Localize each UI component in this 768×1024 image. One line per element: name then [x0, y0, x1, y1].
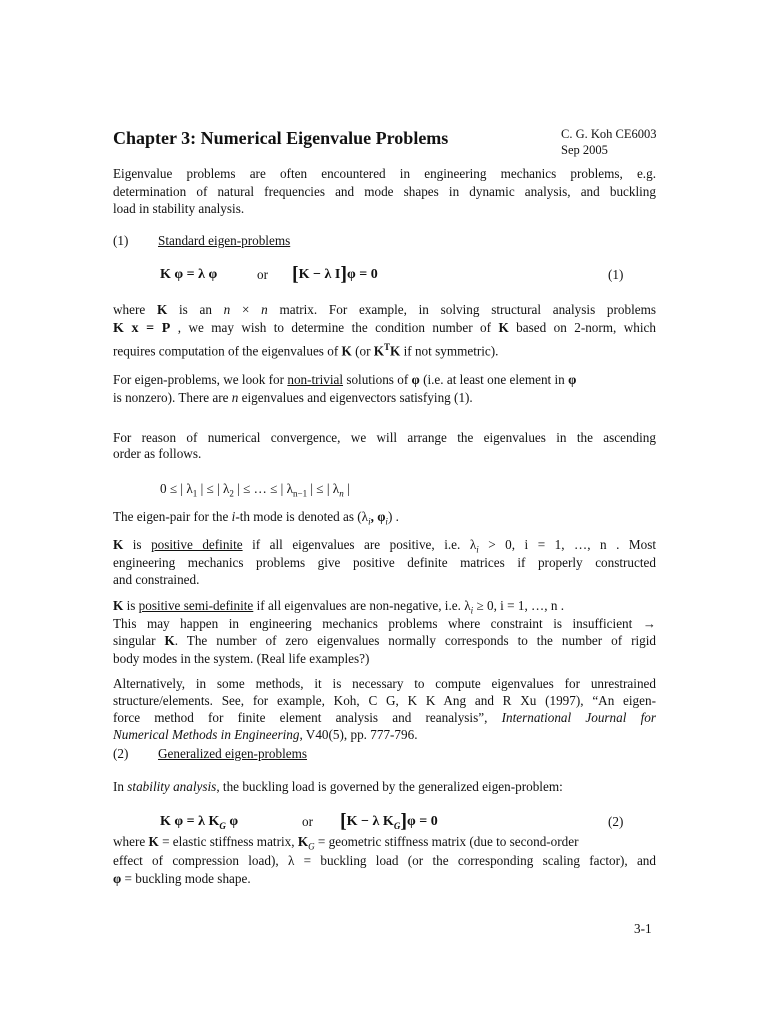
- date: Sep 2005: [561, 143, 608, 157]
- eq2-tail: φ = 0: [406, 814, 438, 829]
- alt-line-1: Alternatively, in some methods, it is necessary to compute eigenvalues for unrestrained: [113, 676, 656, 691]
- eq2-right: [340, 810, 438, 833]
- section2-title: Generalized eigen-problems: [158, 746, 308, 761]
- where2-line-2: effect of compression load), λ = buckling load (or the corresponding scaling factor), and: [113, 853, 656, 868]
- alt-line-3: force method for finite element analysis and reanalysis”, International Journal for: [113, 710, 656, 725]
- intro-line-1: Eigenvalue problems are often encountered in engineering mechanics problems, e.g.: [113, 166, 656, 181]
- alt-line-2: structure/elements. See, for example, Koh, C G, K K Ang and R Xu (1997), “An eigen-: [113, 693, 656, 708]
- page-number: 3-1: [634, 921, 652, 936]
- pd-line-2: engineering mechanics problems give positive definite matrices if properly constructed: [113, 555, 656, 570]
- section2-number: (2): [113, 746, 129, 761]
- pd-line-3: and constrained.: [113, 572, 200, 587]
- stability-line: In stability analysis, the buckling load is governed by the generalized eigen-problem:: [113, 779, 563, 794]
- section1-title: Standard eigen-problems: [158, 233, 291, 248]
- page-title: Chapter 3: Numerical Eigenvalue Problems: [113, 128, 449, 148]
- intro-line-3: load in stability analysis.: [113, 201, 245, 216]
- para3-line-1: For reason of numerical convergence, we will arrange the eigenvalues in the ascending: [113, 430, 656, 445]
- para2-line-2: is nonzero). There are n eigenvalues and eigenvectors satisfying (1).: [113, 390, 473, 405]
- eq1-number: (1): [608, 267, 624, 282]
- psd-line-4: body modes in the system. (Real life examples?): [113, 651, 370, 666]
- where2-line-3: φ = buckling mode shape.: [113, 871, 251, 886]
- eq1-bracket-content: K − λ I: [298, 267, 341, 282]
- section1-number: (1): [113, 233, 129, 248]
- right-bracket: ]: [340, 263, 348, 285]
- eq2-subscript: G: [393, 820, 401, 831]
- psd-line-3: singular K. The number of zero eigenvalues normally corresponds to the number of rigid: [113, 633, 656, 648]
- eq2-left: K φ = λ $K_G$ φ: [160, 814, 239, 831]
- para1-line-2: K x = P , we may wish to determine the condition number of K based on 2-norm, which: [113, 320, 656, 336]
- author-course: C. G. Koh CE6003: [561, 127, 657, 141]
- eq2-number: (2): [608, 814, 624, 829]
- intro-line-2: determination of natural frequencies and mode shapes in dynamic analysis, and buckling: [113, 184, 656, 199]
- para1-line-1: where K is an n × n matrix. For example, in solving structural analysis problems: [113, 302, 657, 317]
- para2-line-1: For eigen-problems, we look for non-trivial solutions of φ (i.e. at least one element in φ: [113, 372, 577, 387]
- left-bracket: [: [340, 810, 347, 832]
- pd-line-1: K is positive definite if all eigenvalues are positive, i.e. $\lambda_i > 0$, i = 1, …, n . Most: [113, 537, 657, 555]
- eq1-right: [292, 263, 378, 286]
- eq1-or: or: [257, 267, 268, 282]
- eigenvalue-ordering: 0 ≤ | $\lambda_1$ | ≤ | $\lambda_2$ | ≤ … ≤ | $\lambda_{n-1}$ | ≤ | $\lambda_n$ |: [160, 481, 350, 499]
- psd-line-2: This may happen in engineering mechanics problems where constraint is insufficient →: [113, 616, 656, 631]
- eq2-or: or: [302, 814, 313, 829]
- left-bracket: [: [292, 263, 299, 285]
- alt-line-4: Numerical Methods in Engineering, V40(5), pp. 777-796.: [113, 727, 418, 742]
- where2-line-1: where K = elastic stiffness matrix, $K_G$ = geometric stiffness matrix (due to second-order: [113, 834, 579, 852]
- eq1-tail: φ = 0: [347, 267, 378, 282]
- eigenpair-line: The eigen-pair for the i-th mode is denoted as ($\lambda_i$, $\varphi_i$) .: [113, 509, 399, 527]
- psd-line-1: K is positive semi-definite if all eigenvalues are non-negative, i.e. $\lambda_i \ge 0$, i = 1, …, n .: [113, 598, 565, 616]
- eq2-bracket-content: K − λ K: [346, 814, 394, 829]
- para3-line-2: order as follows.: [113, 446, 202, 461]
- eq1-left: K φ = λ φ: [160, 267, 218, 282]
- para1-line-3: requires computation of the eigenvalues of K (or $K^TK$ if not symmetric).: [113, 342, 499, 359]
- right-bracket: ]: [400, 810, 407, 832]
